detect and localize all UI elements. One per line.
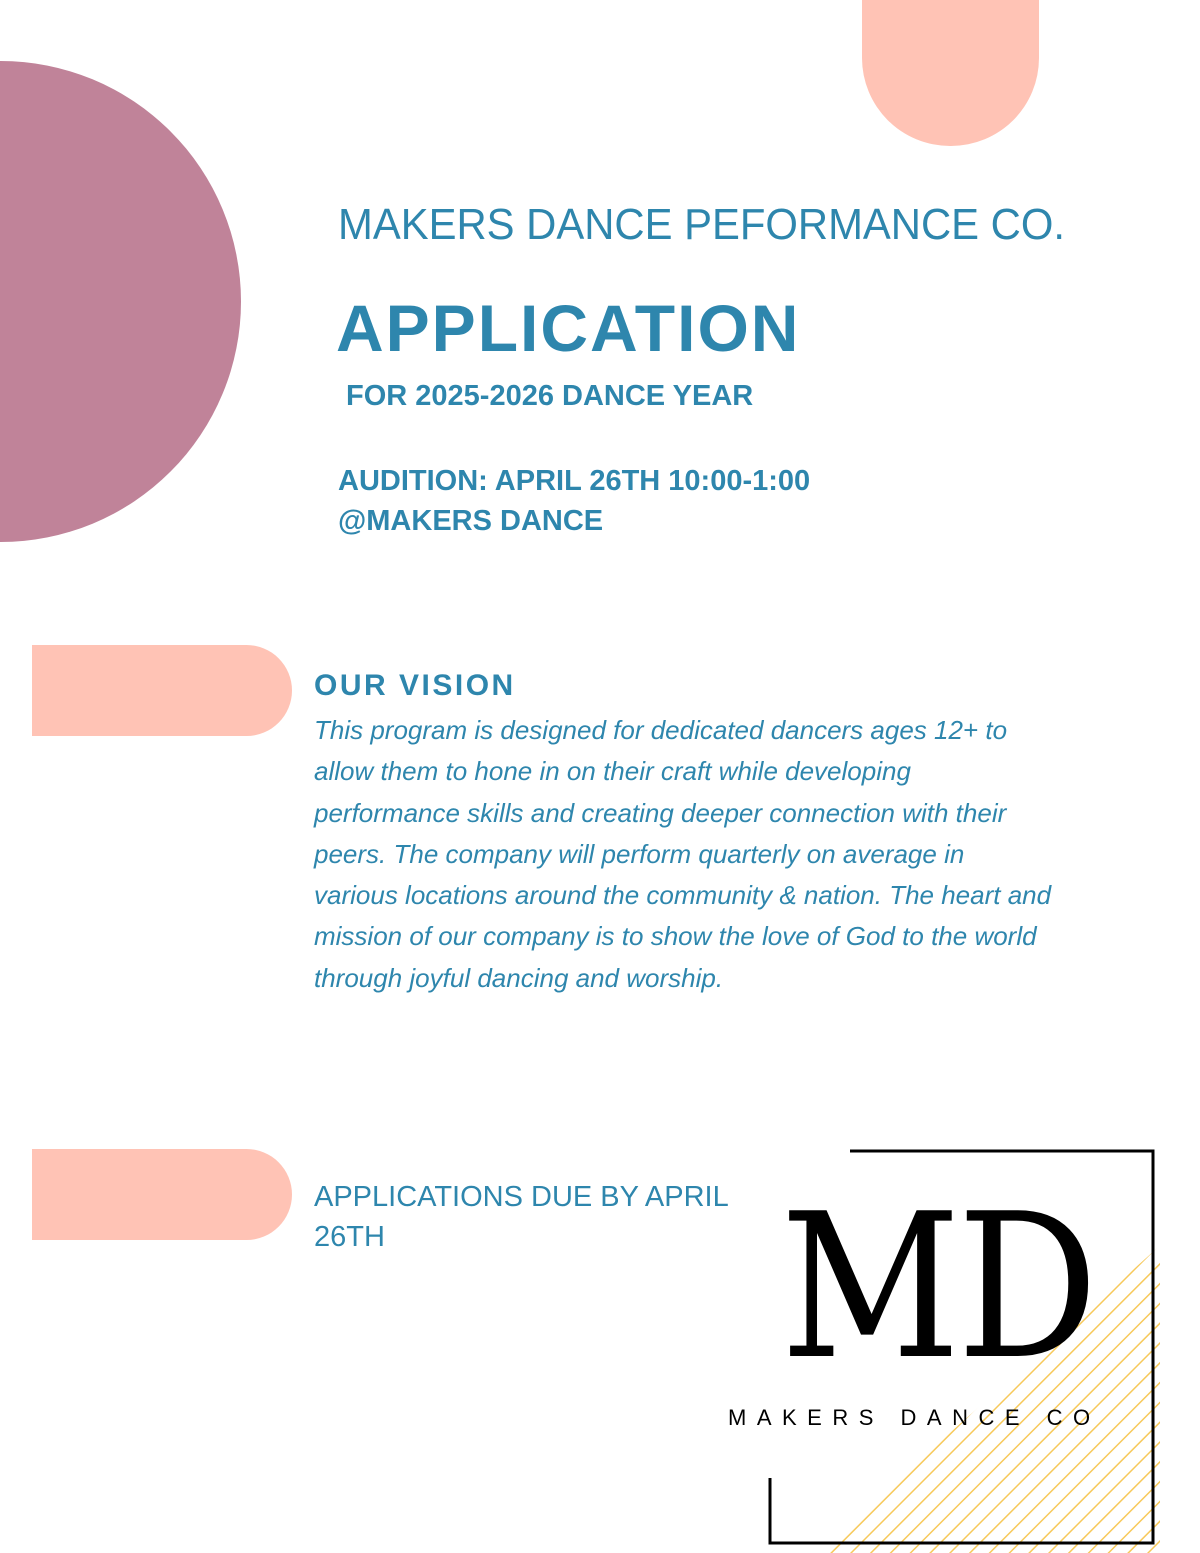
decorative-peach-pill-vision xyxy=(32,645,292,736)
decorative-peach-tab xyxy=(862,0,1039,146)
decorative-mauve-circle xyxy=(0,61,241,542)
applications-deadline: APPLICATIONS DUE BY APRIL 26TH xyxy=(314,1181,728,1253)
vision-body: This program is designed for dedicated dancers ages 12+ to allow them to hone in on their craft while developing performance skills and creating deeper connection with their peers. The company will perform quarterly on average in various locations around the community & nation. The heart and mission of our company is to show the love of God to the world through joyful dancing and worship. xyxy=(314,715,1052,993)
vision-heading: OUR VISION xyxy=(314,669,516,702)
logo-monogram: MD xyxy=(780,1171,1095,1404)
decorative-peach-pill-deadline xyxy=(32,1149,292,1240)
dance-year-subtitle: FOR 2025-2026 DANCE YEAR xyxy=(346,380,754,412)
company-name: MAKERS DANCE PEFORMANCE CO. xyxy=(338,200,1065,249)
makers-dance-logo xyxy=(728,1148,1160,1553)
audition-info xyxy=(338,461,810,541)
audition-location: @MAKERS DANCE xyxy=(338,505,604,537)
page-title: APPLICATION xyxy=(336,291,801,365)
audition-date-time: AUDITION: APRIL 26TH 10:00-1:00 xyxy=(338,465,811,497)
logo-company-name: MAKERS DANCE CO xyxy=(728,1405,1101,1430)
